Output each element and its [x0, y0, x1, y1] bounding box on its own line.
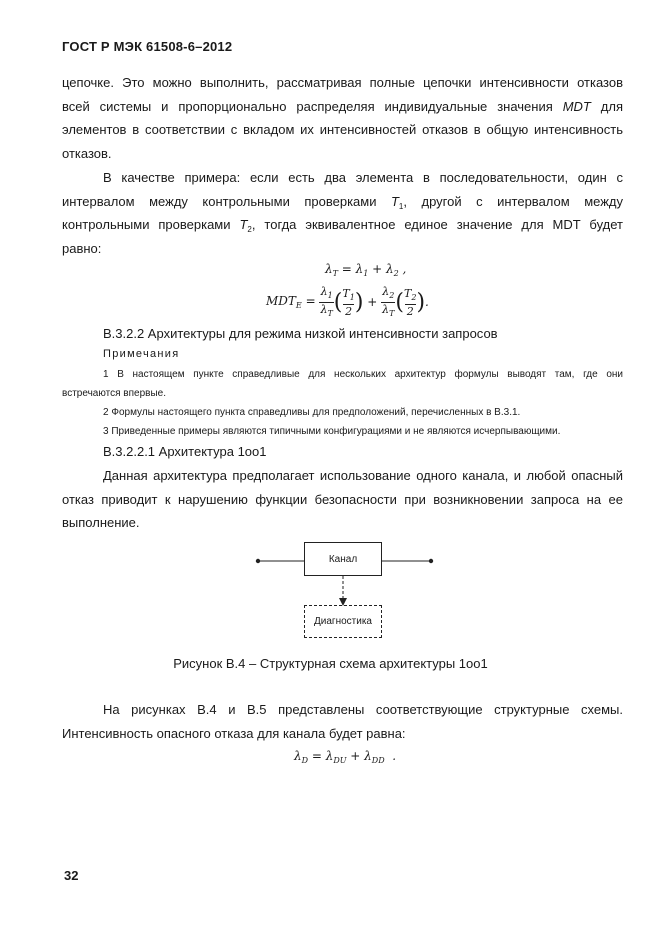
- paragraph-4: [62, 698, 623, 745]
- channel-label: Канал: [328, 553, 358, 565]
- text-line: На рисунках В.4 и В.5 представлены соответствующие структурные схемы.: [103, 702, 623, 717]
- paragraph-3: [62, 464, 623, 535]
- paragraph-2: [62, 166, 623, 260]
- subsection-heading: В.3.2.2.1 Архитектура 1oo1: [103, 444, 267, 459]
- text-line: равно:: [62, 240, 102, 256]
- note-3: 3 Приведенные примеры являются типичными конфигурациями и не являются исчерпывающими.: [103, 426, 561, 437]
- figure-caption: Рисунок В.4 – Структурная схема архитектуры 1oo1: [173, 656, 488, 671]
- text-line: всей системы и пропорционально распределяя индивидуальные значения MDT для: [62, 98, 623, 114]
- text-line: интервалом между контрольными проверками $T_1$, другой с интервалом между: [62, 193, 623, 211]
- output-terminal: [429, 559, 433, 563]
- page-number: 32: [64, 868, 79, 883]
- text-line: В качестве примера: если есть два элемента в последовательности, один с: [103, 170, 623, 185]
- text-line: цепочке. Это можно выполнить, рассматривая полные цепочки интенсивности отказов: [62, 75, 623, 90]
- notes-block: [62, 365, 623, 441]
- note-1-line-2: встречаются впервые.: [62, 388, 166, 399]
- paragraph-1: [62, 71, 623, 165]
- section-heading: В.3.2.2 Архитектуры для режима низкой интенсивности запросов: [103, 326, 498, 341]
- note-2: 2 Формулы настоящего пункта справедливы для предположений, перечисленных в В.3.1.: [103, 407, 521, 418]
- document-header: ГОСТ Р МЭК 61508-6–2012: [62, 39, 233, 54]
- text-line: выполнение.: [62, 515, 140, 530]
- notes-title: Примечания: [103, 348, 180, 360]
- text-line: Интенсивность опасного отказа для канала будет равна:: [62, 725, 406, 741]
- text-line: отказов.: [62, 145, 112, 161]
- formula-mdt-e: $MDT_E$ = $\frac{\lambda_1}{\lambda_T}$ ( $T_1$ 2 ) + $\frac{\lambda_2}{\lambda_T}$ ( $T_2$ 2 ) .: [266, 284, 429, 318]
- text-line: контрольными проверками $T_2$, тогда эквивалентное единое значение для MDT будет: [62, 217, 623, 234]
- channel-box: [304, 542, 382, 576]
- text-line: Данная архитектура предполагает использование одного канала, и любой опасный: [103, 468, 623, 483]
- diagnostics-box: [304, 605, 382, 638]
- text-line: элементов в соответствии с вкладом их интенсивностей отказов в общую интенсивность: [62, 122, 623, 137]
- note-1-line-1: 1 В настоящем пункте справедливые для нескольких архитектур формулы выводят там, где они: [103, 369, 623, 380]
- diagnostics-label: Диагностика: [314, 616, 372, 627]
- text-line: отказ приводит к нарушению функции безопасности при возникновении запроса на ее: [62, 491, 623, 507]
- formula-lambda-t: $\lambda_T = \lambda_1 + \lambda_2$ ,: [325, 262, 407, 278]
- formula-lambda-d: $\lambda_D = \lambda_{DU} + \lambda_{DD}$ .: [294, 749, 397, 765]
